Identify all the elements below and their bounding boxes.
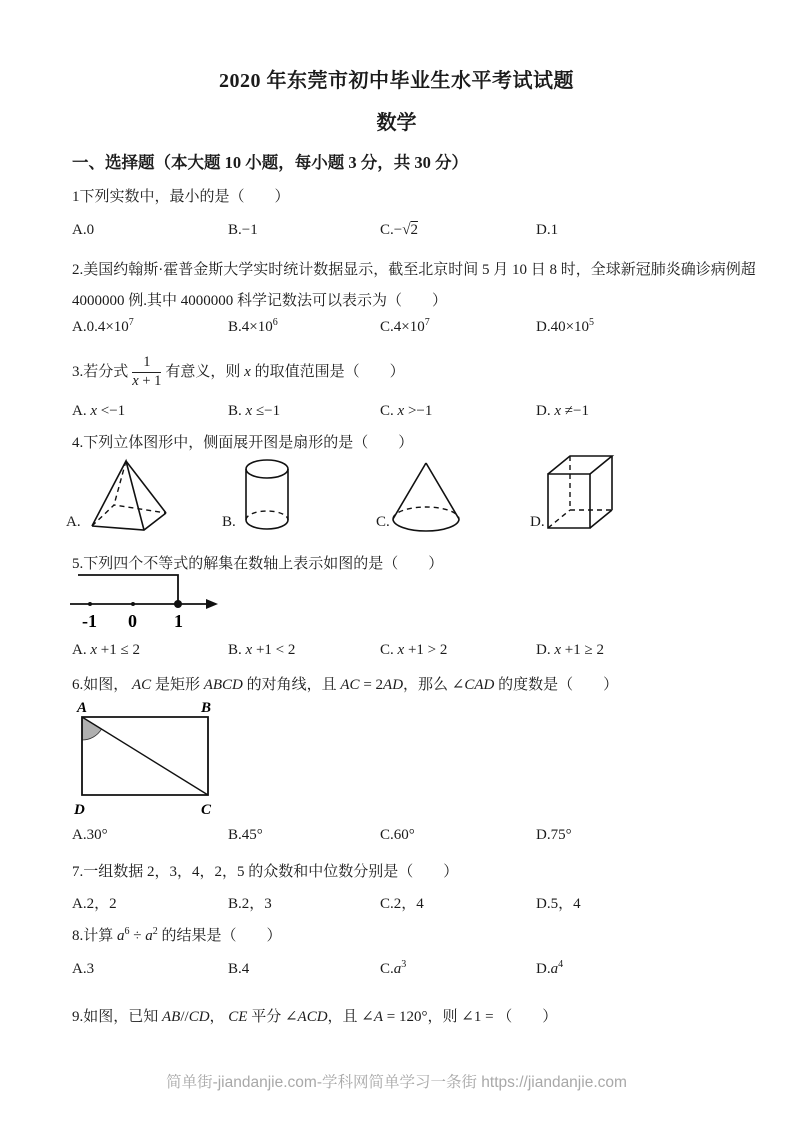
question-2-options [72, 319, 752, 336]
q2-option-c: $C.4\times 10^7$ [380, 317, 430, 335]
q4-shape-label-c: C. [376, 514, 390, 530]
q4-shape-label-b: B. [222, 514, 236, 530]
question-3-stem: 3.若分式 $\frac{1}{x + 1}$ 有意义，则 x 的取值范围是（ ） [72, 354, 405, 389]
question-5-stem: 5.下列四个不等式的解集在数轴上表示如图的是（ ） [72, 556, 444, 572]
q2-option-d: $D.40\times 10^5$ [536, 317, 595, 335]
tick-label-0: 0 [128, 611, 137, 631]
q7-option-c: C.2，4 [380, 896, 424, 912]
watermark-footer: 简单街-jiandanjie.com-学科网简单学习一条街 https://jiandanjie.com [166, 1074, 627, 1091]
cylinder-figure-icon [238, 458, 296, 532]
question-5-options [72, 642, 752, 659]
shaded-angle-wedge [82, 717, 102, 740]
q5-option-c: C. x +1 > 2 [380, 642, 448, 658]
tick-label-minus1: -1 [82, 611, 97, 631]
q2-option-a: $A.0.4\times 10^7$ [72, 317, 134, 335]
question-3-options [72, 403, 752, 420]
pyramid-figure-icon [78, 456, 176, 536]
q4-shape-label-a: A. [66, 514, 81, 530]
q8-option-b: B.4 [228, 961, 250, 977]
q3-option-d: D. x ≠−1 [536, 403, 589, 419]
question-1-stem: 1下列实数中，最小的是（ ） [72, 189, 290, 205]
question-6-stem: 6.如图， AC 是矩形 ABCD 的对角线，且 AC = 2AD，那么 ∠CAD 的度数是（ ） [72, 677, 619, 693]
corner-label-A: A [77, 700, 88, 716]
q3-option-b: B. x ≤−1 [228, 403, 281, 419]
q3-option-a: A. x <−1 [72, 403, 126, 419]
q7-option-b: B.2，3 [228, 896, 272, 912]
q6-option-c: C.60° [380, 827, 415, 843]
q5-option-d: D. x +1 ≥ 2 [536, 642, 604, 658]
q3-option-c: C. x >−1 [380, 403, 433, 419]
q1-option-b: B.−1 [228, 222, 258, 238]
question-1-options [72, 222, 752, 239]
question-4-stem: 4.下列立体图形中，侧面展开图是扇形的是（ ） [72, 435, 414, 451]
q8-option-a: A.3 [72, 961, 95, 977]
question-2-stem-line2: 4000000 例.其中 4000000 科学记数法可以表示为（ ） [72, 293, 448, 309]
q4-shape-label-d: D. [530, 514, 545, 530]
question-2-stem-line1: 2.美国约翰斯·霍普金斯大学实时统计数据显示，截至北京时间 5 月 10 日 8 时，全球新冠肺炎确诊病例超 [72, 262, 756, 278]
tick-label-1: 1 [174, 611, 183, 631]
q8-option-d: $D.a^4$ [536, 959, 564, 977]
question-9-stem: 9.如图，已知 AB//CD， CE 平分 ∠ACD，且 ∠A = 120°，则 ∠1 = （ ） [72, 1009, 558, 1025]
question-6-options [72, 827, 752, 844]
q8-option-c: $C.a^3$ [380, 959, 407, 977]
exam-title: 2020 年东莞市初中毕业生水平考试试题 [219, 70, 574, 92]
section-heading: 一、选择题（本大题 10 小题，每小题 3 分，共 30 分） [72, 153, 468, 172]
q1-option-c: C.−√2 [380, 222, 418, 238]
q6-option-b: B.45° [228, 827, 263, 843]
cuboid-figure-icon [538, 450, 622, 536]
question-8-options [72, 961, 752, 978]
rectangle-diagram [68, 700, 218, 818]
corner-label-C: C [201, 802, 212, 818]
axis-arrowhead-icon [206, 599, 218, 609]
q6-option-d: D.75° [536, 827, 572, 843]
closed-endpoint-dot [174, 600, 182, 608]
q1-option-d: D.1 [536, 222, 559, 238]
exam-subject: 数学 [376, 112, 417, 134]
cone-figure-icon [388, 458, 464, 536]
q1-option-a: A.0 [72, 222, 95, 238]
q5-option-a: A. x +1 ≤ 2 [72, 642, 140, 658]
q6-option-a: A.30° [72, 827, 108, 843]
q5-option-b: B. x +1 < 2 [228, 642, 296, 658]
question-7-options [72, 892, 752, 913]
question-8-stem: 8.计算 $a^6 \div a^2$ 的结果是（ ） [72, 926, 282, 944]
q2-option-b: $B.4\times 10^6$ [228, 317, 278, 335]
corner-label-D: D [74, 802, 85, 818]
corner-label-B: B [201, 700, 212, 716]
number-line-figure [68, 570, 218, 632]
q7-option-d: D.5，4 [536, 896, 581, 912]
question-7-stem: 7.一组数据 2，3，4，2，5 的众数和中位数分别是（ ） [72, 864, 459, 880]
q7-option-a: A.2，2 [72, 896, 117, 912]
